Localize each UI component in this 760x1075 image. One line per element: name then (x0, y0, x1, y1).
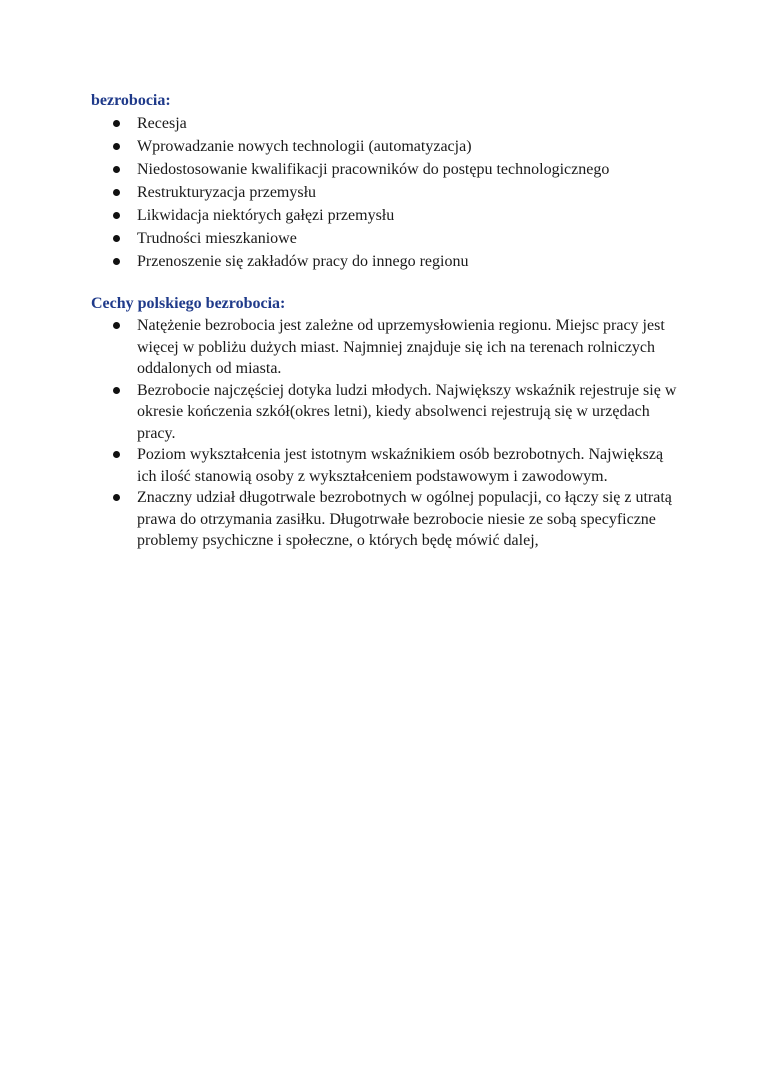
causes-list (91, 112, 681, 273)
document-page (91, 90, 681, 552)
list-item (91, 227, 681, 250)
bullet-icon (113, 322, 120, 329)
bullet-icon (113, 120, 120, 127)
list-item (91, 444, 681, 487)
bullet-icon (113, 235, 120, 242)
list-item-text: Przenoszenie się zakładów pracy do innego regionu (137, 253, 469, 270)
list-item (91, 112, 681, 135)
list-item (91, 250, 681, 273)
list-item (91, 487, 681, 552)
list-item-text: Likwidacja niektórych gałęzi przemysłu (137, 207, 395, 224)
list-item (91, 181, 681, 204)
list-item (91, 204, 681, 227)
bullet-icon (113, 387, 120, 394)
list-item-text: Znaczny udział długotrwale bezrobotnych w ogólnej populacji, co łączy się z utratą prawa do otrzymania zasiłku. Długotrwałe bezrobocie niesie ze sobą specyficzne problemy psychiczne i społeczne, o których będę mówić dalej, (137, 489, 672, 549)
features-list (91, 315, 681, 552)
list-item-text: Restrukturyzacja przemysłu (137, 184, 317, 201)
section-heading-features: Cechy polskiego bezrobocia: (91, 295, 286, 312)
list-item (91, 315, 681, 380)
list-item-text: Niedostosowanie kwalifikacji pracowników do postępu technologicznego (137, 161, 610, 178)
list-item (91, 135, 681, 158)
list-item-text: Poziom wykształcenia jest istotnym wskaźnikiem osób bezrobotnych. Największą ich ilość stanowią osoby z wykształceniem podstawowym i zawodowym. (137, 446, 664, 485)
bullet-icon (113, 212, 120, 219)
bullet-icon (113, 143, 120, 150)
list-item-text: Wprowadzanie nowych technologii (automatyzacja) (137, 138, 472, 155)
bullet-icon (113, 189, 120, 196)
section-heading-causes: bezrobocia: (91, 92, 171, 109)
list-item-text: Recesja (137, 115, 187, 132)
bullet-icon (113, 451, 120, 458)
list-item-text: Bezrobocie najczęściej dotyka ludzi młodych. Największy wskaźnik rejestruje się w okresie kończenia szkół(okres letni), kiedy absolwenci rejestrują się w urzędach pracy. (137, 381, 677, 442)
bullet-icon (113, 494, 120, 501)
list-item (91, 380, 681, 445)
list-item (91, 158, 681, 181)
bullet-icon (113, 166, 120, 173)
list-item-text: Trudności mieszkaniowe (137, 230, 297, 247)
list-item-text: Natężenie bezrobocia jest zależne od uprzemysłowienia regionu. Miejsc pracy jest więcej w pobliżu dużych miast. Najmniej znajduje się ich na terenach rolniczych oddalonych od miasta. (137, 317, 665, 377)
bullet-icon (113, 258, 120, 265)
